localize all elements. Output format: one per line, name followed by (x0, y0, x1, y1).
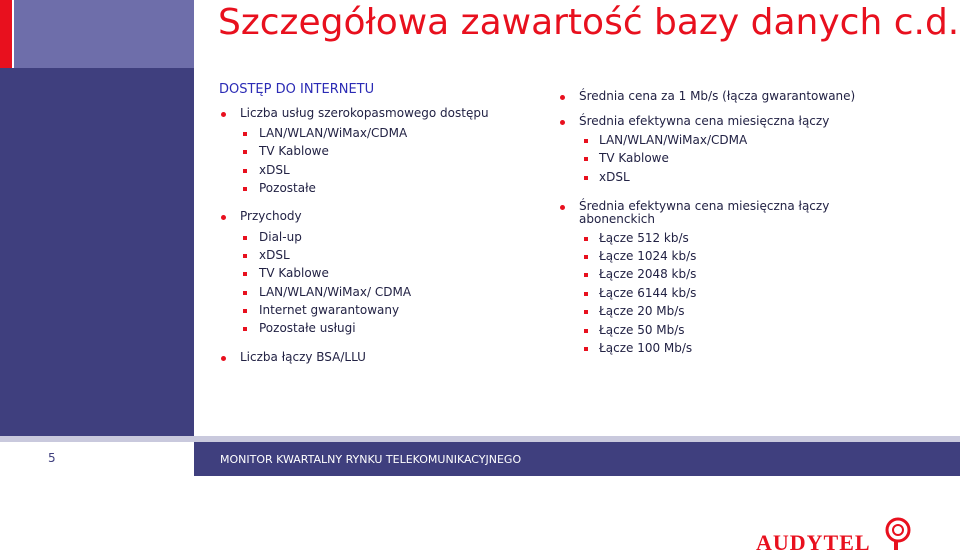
group-label-continued: abonenckich (579, 212, 655, 226)
section-heading: DOSTĘP DO INTERNETU (219, 82, 375, 97)
page-title: Szczegółowa zawartość bazy danych c.d. (218, 2, 960, 43)
square-bullet-icon (584, 329, 588, 333)
bullet-icon (560, 120, 565, 125)
square-bullet-icon (584, 176, 588, 180)
square-bullet-icon (584, 347, 588, 351)
square-bullet-icon (243, 150, 247, 154)
list-item: Pozostałe (259, 181, 316, 195)
audytel-logo (756, 516, 916, 556)
square-bullet-icon (243, 132, 247, 136)
list-item: Internet gwarantowany (259, 303, 400, 317)
list-item: LAN/WLAN/WiMax/ CDMA (259, 285, 412, 299)
list-item: Łącze 512 kb/s (599, 231, 689, 245)
logo-graphic (756, 516, 916, 556)
group-label: Liczba łączy BSA/LLU (240, 350, 366, 364)
bullet-icon (221, 356, 226, 361)
list-item: Pozostałe usługi (259, 321, 356, 335)
footer-title: MONITOR KWARTALNY RYNKU TELEKOMUNIKACYJNEGO (220, 453, 522, 466)
list-item: TV Kablowe (259, 266, 329, 280)
group-label: Średnia cena za 1 Mb/s (łącza gwarantowane) (579, 89, 856, 103)
list-item: Dial-up (259, 230, 302, 244)
square-bullet-icon (243, 272, 247, 276)
square-bullet-icon (243, 291, 247, 295)
square-bullet-icon (584, 273, 588, 277)
logo-swirl-icon (887, 519, 909, 541)
list-item: Łącze 100 Mb/s (599, 341, 693, 355)
square-bullet-icon (243, 236, 247, 240)
square-bullet-icon (243, 169, 247, 173)
bullet-icon (221, 215, 226, 220)
logo-swirl-inner-icon (893, 525, 903, 535)
left-panel-top (14, 0, 194, 68)
list-item: Łącze 2048 kb/s (599, 267, 697, 281)
group-label: Liczba usług szerokopasmowego dostępu (240, 106, 489, 120)
logo-text: AUDYTEL (756, 530, 871, 555)
list-item: xDSL (259, 163, 290, 177)
list-item: Łącze 1024 kb/s (599, 249, 697, 263)
group-label: Średnia efektywna cena miesięczna łączy (579, 114, 830, 128)
left-panel (0, 68, 194, 436)
square-bullet-icon (584, 139, 588, 143)
square-bullet-icon (584, 292, 588, 296)
square-bullet-icon (584, 255, 588, 259)
bullet-icon (560, 205, 565, 210)
square-bullet-icon (243, 254, 247, 258)
list-item: Łącze 6144 kb/s (599, 286, 697, 300)
square-bullet-icon (243, 327, 247, 331)
list-item: Łącze 50 Mb/s (599, 323, 685, 337)
group-label: Przychody (240, 209, 302, 223)
list-item: Łącze 20 Mb/s (599, 304, 685, 318)
square-bullet-icon (243, 187, 247, 191)
group-label: Średnia efektywna cena miesięczna łączy (579, 199, 830, 213)
logo-swirl-tail-icon (894, 540, 898, 550)
list-item: LAN/WLAN/WiMax/CDMA (599, 133, 748, 147)
red-accent-bar (0, 0, 12, 68)
square-bullet-icon (584, 310, 588, 314)
list-item: TV Kablowe (259, 144, 329, 158)
bullet-icon (560, 95, 565, 100)
list-item: LAN/WLAN/WiMax/CDMA (259, 126, 408, 140)
square-bullet-icon (584, 237, 588, 241)
bullet-icon (221, 112, 226, 117)
list-item: xDSL (259, 248, 290, 262)
list-item: TV Kablowe (599, 151, 669, 165)
square-bullet-icon (243, 309, 247, 313)
list-item: xDSL (599, 170, 630, 184)
page-number: 5 (48, 451, 56, 465)
square-bullet-icon (584, 157, 588, 161)
